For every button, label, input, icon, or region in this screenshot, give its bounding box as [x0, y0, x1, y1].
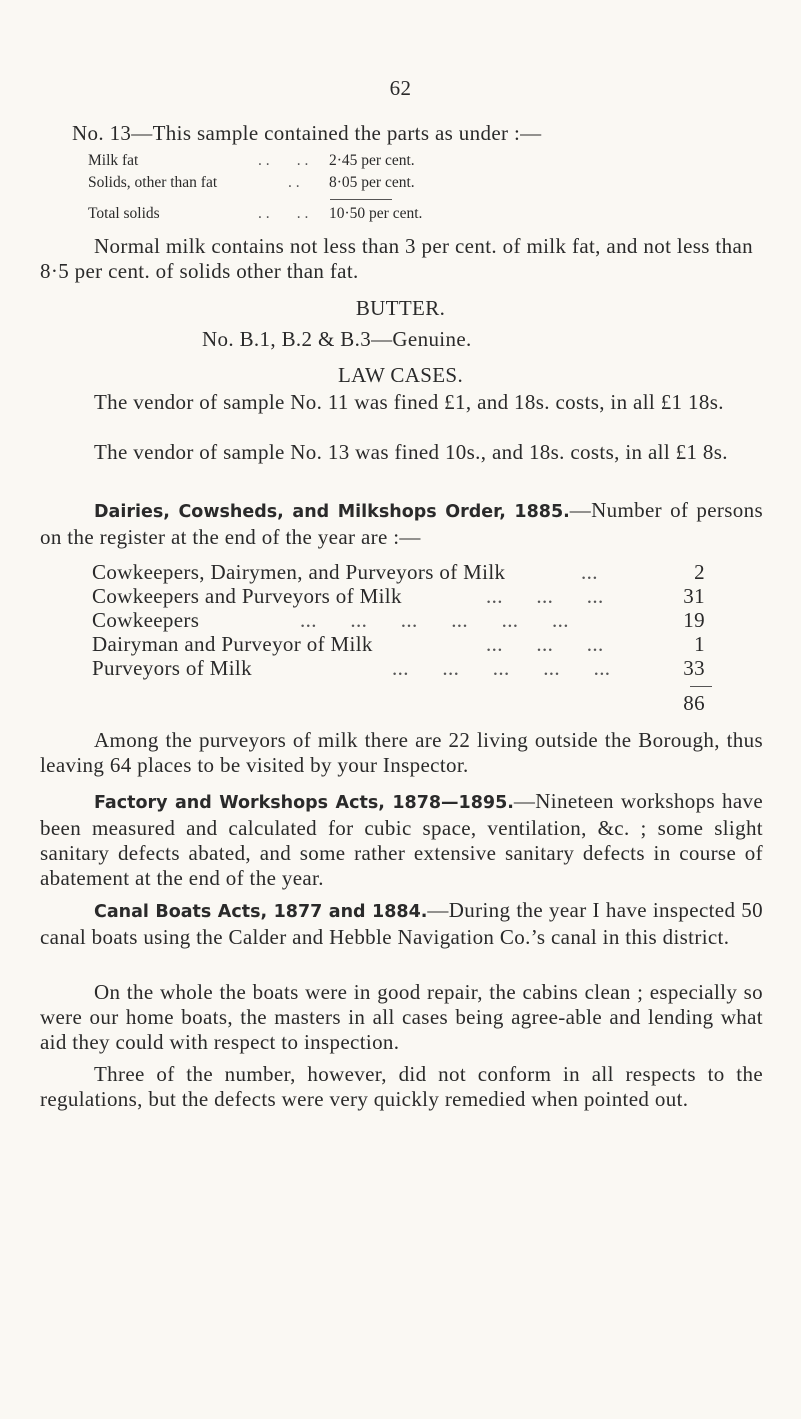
- dairies-text: —Number of persons on the register at the end of the year are :—: [40, 498, 763, 549]
- factory-heading: Factory and Workshops Acts, 1878—1895.: [94, 793, 514, 813]
- page-number: 62: [389, 76, 412, 100]
- row-label: Dairyman and Purveyor of Milk: [92, 632, 373, 656]
- row-value: 19: [683, 608, 705, 632]
- row-value: 33: [683, 656, 705, 680]
- row-label: Total solids: [88, 205, 160, 222]
- butter-heading: BUTTER.: [355, 296, 446, 320]
- table-row: [92, 608, 752, 632]
- table-row: [92, 632, 752, 656]
- canal-paragraph-3: Three of the number, however, did not conform in all respects to the regulations, but the defects were very quickly remedied when pointed out.: [40, 1062, 763, 1111]
- table-row: [88, 152, 648, 176]
- table-row: [92, 656, 752, 680]
- row-value: 1: [694, 632, 705, 656]
- row-label: Solids, other than fat: [88, 174, 218, 191]
- row-label: Purveyors of Milk: [92, 656, 252, 680]
- sum-rule: [690, 686, 712, 687]
- dairies-heading: Dairies, Cowsheds, and Milkshops Order, 1885.: [94, 502, 570, 522]
- leader-dots: . . . .: [258, 152, 309, 169]
- canal-text: —During the year I have inspected 50 canal boats using the Calder and Hebble Navigation Co.’s canal in this district.: [40, 898, 763, 949]
- dairies-paragraph: [40, 498, 763, 550]
- row-value: 2: [694, 560, 705, 584]
- butter-line: No. B.1, B.2 & B.3—Genuine.: [202, 327, 472, 351]
- leader-dots: ...: [581, 560, 598, 584]
- row-value: 2·45 per cent.: [329, 152, 415, 169]
- leader-dots: ... ... ...: [486, 584, 604, 608]
- table-row: [92, 584, 752, 608]
- table-row: [92, 560, 752, 584]
- row-label: Cowkeepers, Dairymen, and Purveyors of Milk: [92, 560, 506, 584]
- law-case-paragraph-1: The vendor of sample No. 11 was fined £1, and 18s. costs, in all £1 18s.: [94, 390, 724, 414]
- table-row-total: [92, 691, 752, 715]
- leader-dots: . . . .: [258, 205, 309, 222]
- sample13-intro: No. 13—This sample contained the parts as under :—: [72, 121, 542, 145]
- row-value: 10·50 per cent.: [329, 205, 423, 222]
- normal-milk-paragraph: Normal milk contains not less than 3 per cent. of milk fat, and not less than 8·5 per cent. of solids other than fat.: [40, 234, 753, 283]
- leader-dots: ... ... ... ... ...: [392, 656, 611, 680]
- leader-dots: . .: [288, 174, 300, 191]
- canal-paragraph: [40, 898, 763, 950]
- leader-dots: ... ... ...: [486, 632, 604, 656]
- row-label: Cowkeepers and Purveyors of Milk: [92, 584, 402, 608]
- purveyors-note-paragraph: Among the purveyors of milk there are 22 living outside the Borough, thus leaving 64 places to be visited by your Inspector.: [40, 728, 763, 777]
- sum-rule: [330, 199, 392, 200]
- row-value: 86: [683, 691, 705, 715]
- table-row-total: [88, 205, 648, 229]
- row-value: 31: [683, 584, 705, 608]
- factory-paragraph: [40, 789, 763, 891]
- law-cases-heading: LAW CASES.: [337, 363, 464, 387]
- row-label: Cowkeepers: [92, 608, 200, 632]
- row-label: Milk fat: [88, 152, 139, 169]
- table-row: [88, 174, 648, 198]
- leader-dots: ... ... ... ... ... ...: [300, 608, 569, 632]
- row-value: 8·05 per cent.: [329, 174, 415, 191]
- factory-text: —Nineteen workshops have been measured and calculated for cubic space, ventilation, &c. ; some slight sanitary defects abated, and some rather extensive sanitary defects in course of abatement at the end of the year.: [40, 789, 764, 890]
- law-case-paragraph-2: The vendor of sample No. 13 was fined 10s., and 18s. costs, in all £1 8s.: [94, 440, 728, 464]
- canal-heading: Canal Boats Acts, 1877 and 1884.: [94, 902, 428, 922]
- canal-paragraph-2: On the whole the boats were in good repair, the cabins clean ; especially so were our home boats, the masters in all cases being agree-able and lending what aid they could with respect to inspection.: [40, 980, 763, 1054]
